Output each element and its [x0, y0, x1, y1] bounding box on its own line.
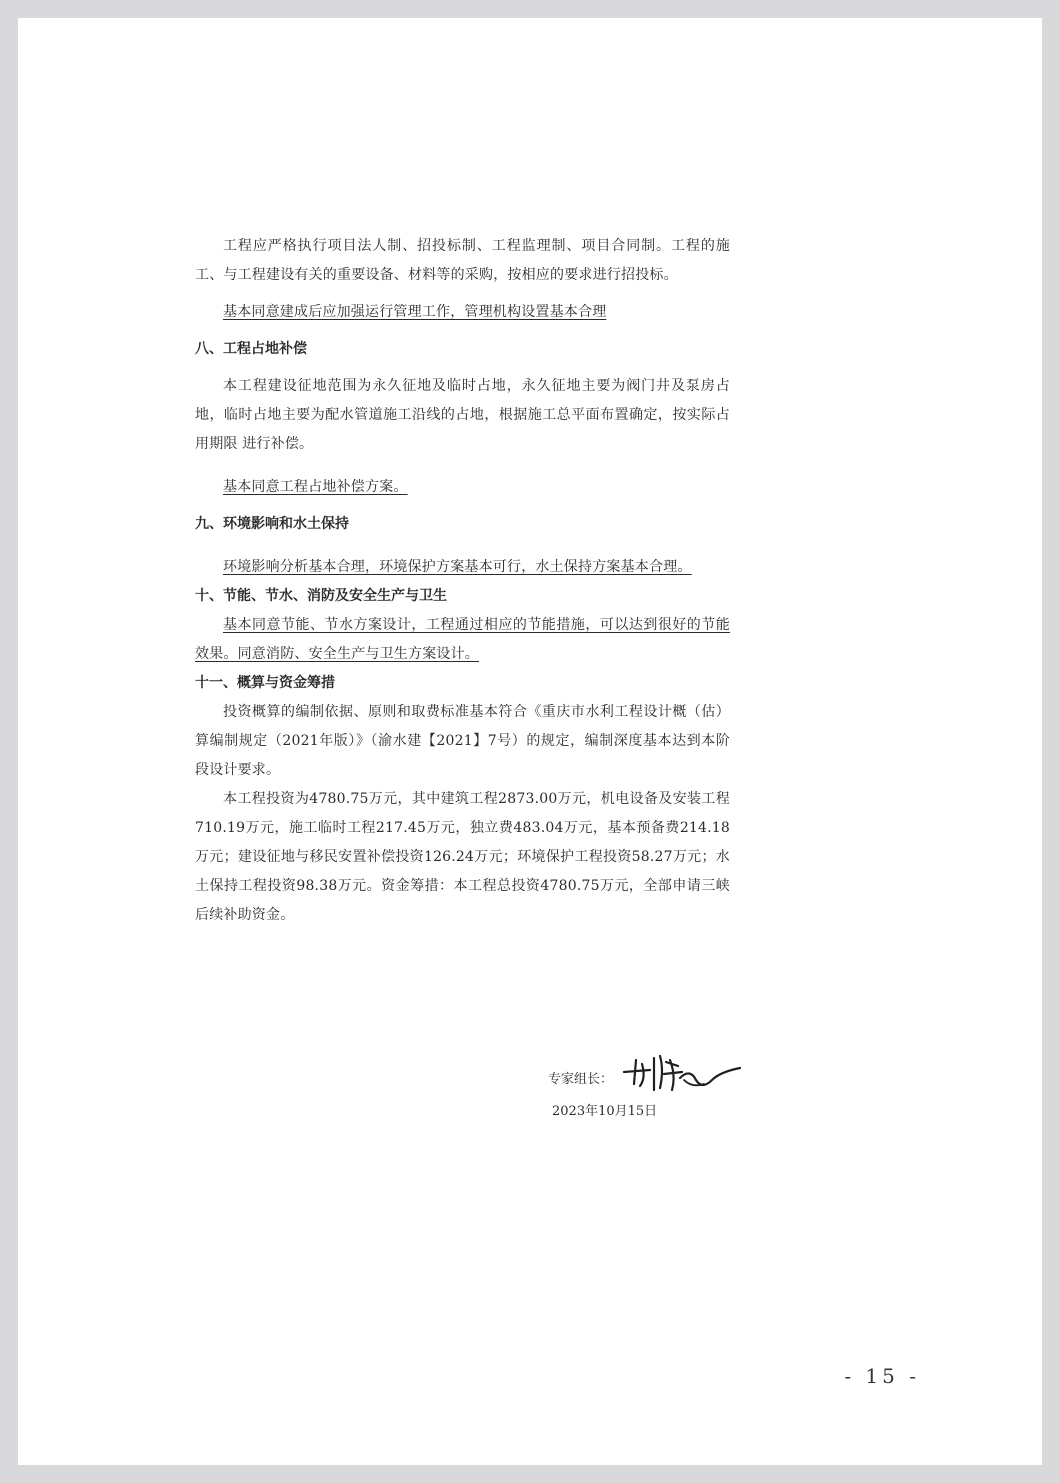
handwritten-signature-icon: [620, 1050, 750, 1100]
heading-energy-safety: 十、节能、节水、消防及安全生产与卫生: [195, 588, 447, 604]
page-number: - 15 -: [844, 1364, 920, 1388]
paragraph-land-approval: [195, 473, 730, 502]
heading-budget: 十一、概算与资金筹措: [195, 675, 335, 691]
heading-environment: 九、环境影响和水土保持: [195, 516, 349, 532]
paragraph-investment: 本工程投资为4780.75万元，其中建筑工程2873.00万元，机电设备及安装工程710.19万元，施工临时工程217.45万元，独立费483.04万元，基本预备费214.18万元；建设征地与移民安置补偿投资126.24万元；环境保护工程投资58.27万元；水土保持工程投资98.38万元。资金筹措：本工程总投资4780.75万元，全部申请三峡后续补助资金。: [195, 791, 730, 923]
underlined-text: 环境影响分析基本合理，环境保护方案基本可行，水土保持方案基本合理。: [223, 559, 692, 575]
paragraph-budget-basis: 投资概算的编制依据、原则和取费标准基本符合《重庆市水利工程设计概（估）算编制规定（2021年版）》（渝水建【2021】7号）的规定，编制深度基本达到本阶段设计要求。: [195, 704, 730, 778]
paragraph-energy-approval: 基本同意节能、节水方案设计，工程通过相应的节能措施，可以达到很好的节能效果。同意消防、安全生产与卫生方案设计。: [195, 617, 730, 662]
paragraph-operation-management: [195, 298, 730, 327]
paragraph-environment-approval: [195, 553, 730, 582]
signature-block: [548, 1052, 768, 1132]
heading-land-compensation: 八、工程占地补偿: [195, 341, 307, 357]
paragraph-land-use: 本工程建设征地范围为永久征地及临时占地，永久征地主要为阀门井及泵房占地，临时占地主要为配水管道施工沿线的占地，根据施工总平面布置确定，按实际占用期限 进行补偿。: [195, 378, 730, 452]
signature-date: 2023年10月15日: [552, 1104, 658, 1119]
signature-label: 专家组长：: [548, 1072, 614, 1087]
paragraph-bidding: 工程应严格执行项目法人制、招投标制、工程监理制、项目合同制。工程的施工、与工程建设有关的重要设备、材料等的采购，按相应的要求进行招投标。: [195, 238, 730, 283]
underlined-text: 基本同意工程占地补偿方案。: [223, 479, 408, 495]
underlined-text: 基本同意建成后应加强运行管理工作，管理机构设置基本合理: [223, 304, 607, 320]
document-body: [195, 232, 730, 930]
